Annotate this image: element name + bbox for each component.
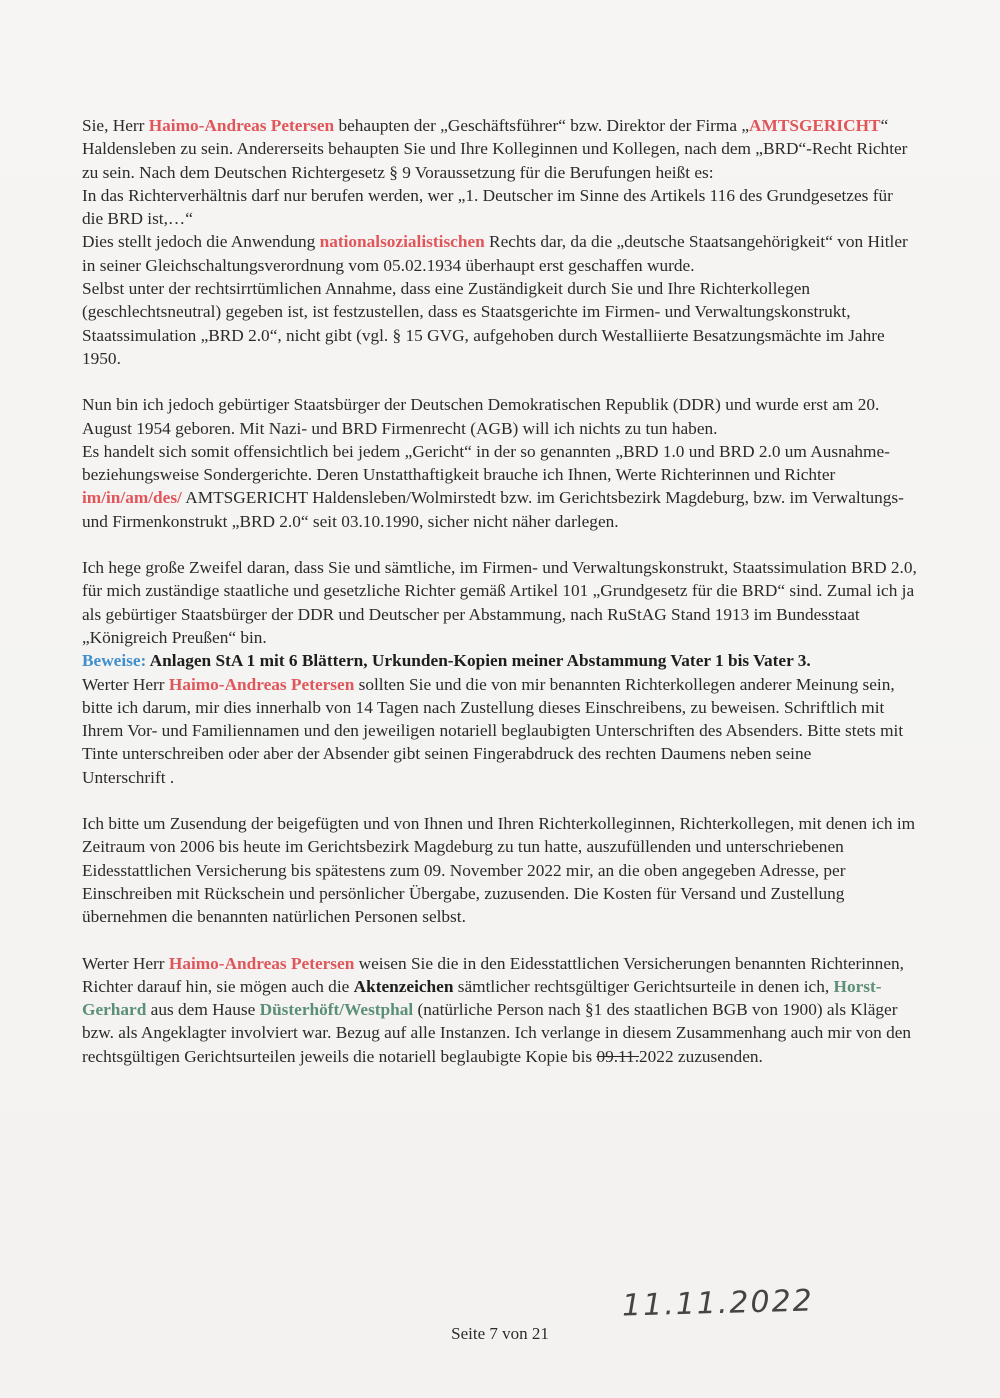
highlighted-amtsgericht: AMTSGERICHT bbox=[749, 116, 881, 135]
text: 2022 bbox=[639, 1046, 674, 1066]
highlighted-ns: nationalsozialistischen bbox=[319, 232, 485, 252]
beweise-text: Anlagen StA 1 mit 6 Blättern, Urkunden-Kopien meiner Abstammung Vater 1 bis Vater 3. bbox=[146, 651, 811, 671]
text: (natürliche Person nach §1 des staatlichen BGB von 1900) als Kläger bzw. als Angeklagter involviert war. Bezug auf alle Instanzen. Ich verlange in diesem Zusammenhang auch mir von den rechtsgültigen Gerichtsurteilen jeweils die notariell beglaubigte Kopie bis bbox=[82, 1000, 912, 1066]
beweise-label: Beweise: bbox=[82, 651, 147, 671]
struck-date: 09.11. bbox=[596, 1046, 640, 1066]
paragraph-5: Nun bin ich jedoch gebürtiger Staatsbürger der Deutschen Demokratischen Republik (DDR) und wurde erst am 20. August 1954 geboren. Mit Nazi- und BRD Firmenrecht (AGB) will ich nichts zu tun haben. bbox=[82, 395, 880, 438]
text: Sie, Herr bbox=[82, 116, 149, 135]
text: weisen Sie die in den Eidesstattlichen Versicherungen benannten Richterinnen, Richter darauf hin, sie mögen auch die bbox=[82, 953, 904, 996]
paragraph-7: Ich hege große Zweifel daran, dass Sie und sämtliche, im Firmen- und Verwaltungskonstrukt, Staatssimulation BRD 2.0, für mich zuständige staatliche und gesetzliche Richter gemäß Artikel 101 „Grundgesetz für die BRD“ sind. Zumal ich ja als gebürtiger Staatsbürger der DDR und Deutscher per Abstammung, nach RuStAG Stand 1913 im Bundesstaat „Königreich Preußen“ bin. bbox=[82, 558, 917, 647]
paragraph-11 bbox=[82, 952, 918, 1068]
letter-body bbox=[82, 114, 918, 1068]
text: Rechts dar, da die „deutsche Staatsangehörigkeit“ von Hitler in seiner Gleichschaltungsverordnung vom 05.02.1934 überhaupt erst geschaffen wurde. bbox=[82, 232, 908, 275]
paragraph-1 bbox=[82, 114, 918, 184]
highlighted-horst: Horst-Gerhard bbox=[82, 976, 882, 1020]
paragraph-10: Ich bitte um Zusendung der beigefügten und von Ihnen und Ihren Richterkolleginnen, Richterkollegen, mit denen ich im Zeitraum von 2006 bis heute im Gerichtsbezirk Magdeburg zu tun hatte, auszufüllenden und unterschriebenen Eidesstattlichen Versicherung bis spätestens zum 09. November 2022 mir, an die oben angegeben Adresse, per Einschreiben mit Rückschein und persönlicher Übergabe, zuzusenden. Die Kosten für Versand und Zustellung übernehmen die benannten natürlichen Personen selbst. bbox=[82, 814, 916, 927]
text: behaupten der „Geschäftsführer“ bzw. Direktor der Firma „ bbox=[334, 116, 750, 135]
text: Dies stellt jedoch die Anwendung bbox=[82, 232, 320, 252]
highlighted-dusterhoft: Düsterhöft/Westphal bbox=[259, 1000, 414, 1020]
text: Es handelt sich somit offensichtlich bei jedem „Gericht“ in der so genannten „BRD 1.0 und BRD 2.0 um Ausnahme- beziehungsweise Sondergerichte. Deren Unstatthaftigkeit brauche ich Ihnen, Werte Richterinnen und Richter bbox=[82, 441, 890, 485]
page-number: Seite 7 von 21 bbox=[451, 1324, 549, 1343]
highlighted-name: Haimo-Andreas Petersen bbox=[168, 674, 355, 694]
highlighted-name: Haimo-Andreas Petersen bbox=[148, 116, 335, 135]
highlighted-name: Haimo-Andreas Petersen bbox=[168, 953, 355, 973]
handwritten-date: 11.11.2022 bbox=[621, 1283, 815, 1324]
text: Unterschrift . bbox=[82, 767, 175, 787]
text: sämtlicher rechtsgültiger Gerichtsurteile in denen ich, bbox=[453, 976, 834, 996]
aktenzeichen: Aktenzeichen bbox=[353, 976, 454, 996]
paragraph-2: In das Richterverhältnis darf nur berufen werden, wer „1. Deutscher im Sinne des Artikels 116 des Grundgesetzes für die BRD ist,…“ bbox=[82, 185, 893, 229]
highlighted-imin: im/in/am/des/ bbox=[82, 488, 182, 508]
paragraph-6 bbox=[82, 440, 918, 533]
text: Werter Herr bbox=[82, 674, 169, 694]
paragraph-8 bbox=[82, 649, 918, 672]
paragraph-9 bbox=[82, 673, 918, 789]
paragraph-4: Selbst unter der rechtsirrtümlichen Annahme, dass eine Zuständigkeit durch Sie und Ihre Richterkollegen (geschlechtsneutral) gegeben ist, ist festzustellen, dass es Staatsgerichte im Firmen- und Verwaltungskonstrukt, Staatssimulation „BRD 2.0“, nicht gibt (vgl. § 15 GVG, aufgehoben durch Westalliierte Besatzungsmächte im Jahre 1950. bbox=[82, 279, 885, 368]
text: aus dem Hause bbox=[146, 1000, 260, 1020]
paragraph-3 bbox=[82, 230, 918, 277]
text: zuzusenden. bbox=[673, 1046, 763, 1066]
text: sollten Sie und die von mir benannten Richterkollegen anderer Meinung sein, bitte ich darum, mir dies innerhalb von 14 Tagen nach Zustellung dieses Einschreibens, zu beweisen. Schriftlich mit Ihrem Vor- und Familiennamen und den jeweiligen notariell beglaubigten Unterschriften des Absenders. Bitte stets mit Tinte unterschreiben oder aber der Absender gibt seinen Fingerabdruck des rechten Daumens neben seine bbox=[82, 674, 904, 764]
text: “ Haldensleben zu sein. Andererseits behaupten Sie und Ihre Kolleginnen und Kollegen, nach dem „BRD“-Recht Richter zu sein. Nach dem Deutschen Richtergesetz § 9 Voraussetzung für die Berufungen heißt es: bbox=[82, 116, 908, 182]
text: Werter Herr bbox=[82, 953, 169, 973]
text: AMTSGERICHT Haldensleben/Wolmirstedt bzw. im Gerichtsbezirk Magdeburg, bzw. im Verwaltungs- und Firmenkonstrukt „BRD 2.0“ seit 03.10.1990, sicher nicht näher darlegen. bbox=[82, 488, 904, 531]
